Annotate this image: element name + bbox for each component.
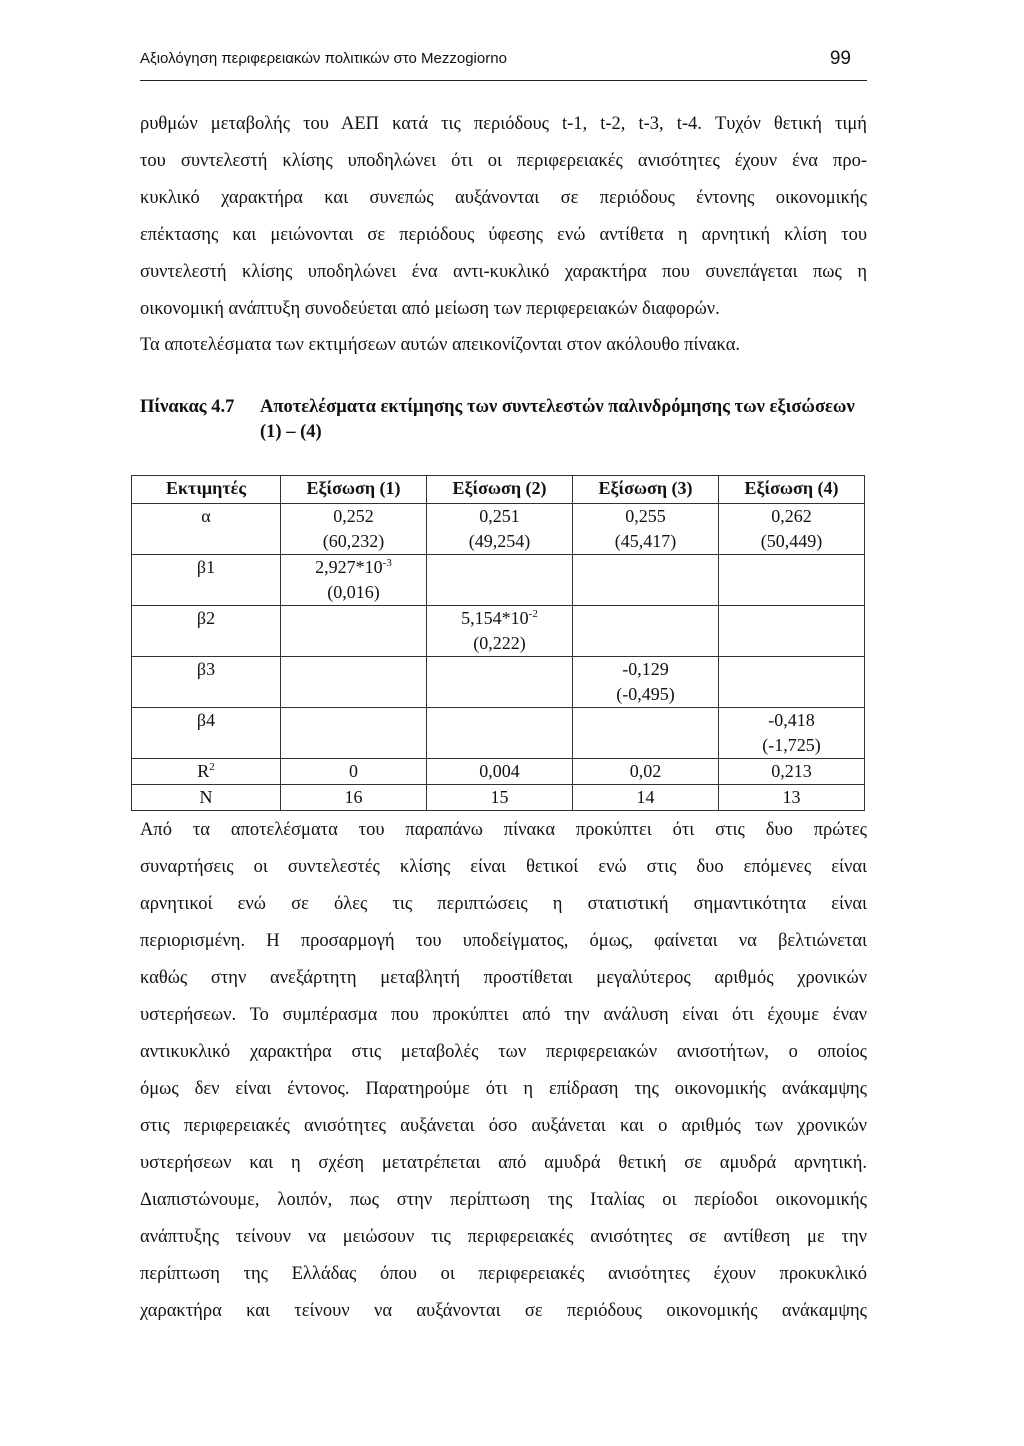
column-header: Εκτιμητές [132,476,281,504]
text-line: χαρακτήρα και τείνουν να αυξάνονται σε περιόδους οικονομικής ανάκαμψης [140,1301,867,1321]
coefficient: 0,262 [771,506,812,526]
table-cell: 0,004 [427,759,573,785]
page-number: 99 [829,48,851,69]
coefficient-base: 2,927*10 [315,557,383,577]
column-header: Εξίσωση (3) [573,476,719,504]
text-line: συναρτήσεις οι συντελεστές κλίσης είναι θετικοί ενώ στις δυο επόμενες είναι [140,857,867,877]
results-table [131,475,865,811]
text-line: οικονομική ανάπτυξη συνοδεύεται από μείωση των περιφερειακών διαφορών. [140,299,720,319]
table-caption [140,395,867,442]
coefficient-base: 5,154*10 [461,608,529,628]
text-line: υστερήσεων και η σχέση μετατρέπεται από αμυδρά θετική σε αμυδρά αρνητική. [140,1153,867,1173]
t-statistic: (49,254) [468,531,531,551]
text-line: κυκλικό χαρακτήρα και συνεπώς αυξάνονται σε περιόδους έντονης οικονομικής [140,188,867,208]
paragraph-intro [140,106,867,328]
running-header [140,44,867,81]
t-statistic: (-0,495) [616,684,675,704]
text-line: περιορισμένη. Η προσαρμογή του υποδείγματος, όμως, φαίνεται να βελτιώνεται [140,931,867,951]
t-statistic: (-1,725) [762,735,821,755]
table-cell: 0 [281,759,427,785]
exponent: -2 [528,608,538,620]
row-label: β4 [132,708,281,759]
text-line: στις περιφερειακές ανισότητες αυξάνεται όσο αυξάνεται και ο αριθμός των χρονικών [140,1116,867,1136]
text-line: ρυθμών μεταβολής του ΑΕΠ κατά τις περιόδους t-1, t-2, t-3, t-4. Τυχόν θετική τιμή [140,114,867,134]
t-statistic: (0,222) [473,633,526,653]
t-statistic: (60,232) [322,531,385,551]
table-cell [719,504,865,555]
table-cell: 0,02 [573,759,719,785]
table-row [132,504,865,555]
table-cell [281,708,427,759]
table-cell [281,555,427,606]
row-label: β3 [132,657,281,708]
table-cell [573,555,719,606]
row-label: N [132,785,281,811]
table-cell [719,555,865,606]
text-line: περίπτωση της Ελλάδας όπου οι περιφερειακές ανισότητες έχουν προκυκλικό [140,1264,867,1284]
coefficient [281,555,426,580]
text-line: συντελεστή κλίσης υποδηλώνει ένα αντι-κυκλικό χαρακτήρα που συνεπάγεται πως η [140,262,867,282]
table-row [132,759,865,785]
coefficient: 0,252 [333,506,374,526]
table-row [132,708,865,759]
table-cell [427,504,573,555]
text-line: καθώς στην ανεξάρτητη μεταβλητή προστίθεται μεγαλύτερος αριθμός χρονικών [140,968,867,988]
exponent: -3 [382,557,392,569]
row-label-base: R [197,761,210,781]
text-line: του συντελεστή κλίσης υποδηλώνει ότι οι περιφερειακές ανισότητες έχουν ένα προ- [140,151,867,171]
column-header: Εξίσωση (1) [281,476,427,504]
table-row [132,785,865,811]
table-cell [427,606,573,657]
text-line: ανάπτυξης τείνουν να μειώσουν τις περιφερειακές ανισότητες σε αντίθεση με την [140,1227,867,1247]
table-row [132,555,865,606]
table-cell: 0,213 [719,759,865,785]
column-header: Εξίσωση (2) [427,476,573,504]
text-line: υστερήσεων. Το συμπέρασμα που προκύπτει από την ανάλυση είναι ότι έχουμε έναν [140,1005,867,1025]
table-cell: 13 [719,785,865,811]
table-cell: 16 [281,785,427,811]
row-label: β1 [132,555,281,606]
paragraph-table-intro: Τα αποτελέσματα των εκτιμήσεων αυτών απεικονίζονται στον ακόλουθο πίνακα. [140,335,741,355]
text-line: επέκτασης και μειώνονται σε περιόδους ύφεσης ενώ αντίθετα η αρνητική κλίση του [140,225,867,245]
table-caption-text: Αποτελέσματα εκτίμησης των συντελεστών παλινδρόμησης των εξισώσεων (1) – (4) [260,397,855,442]
paragraph-discussion [140,812,867,1330]
t-statistic: (50,449) [760,531,823,551]
table-cell [427,657,573,708]
exponent: 2 [209,761,215,773]
text-line: Από τα αποτελέσματα του παραπάνω πίνακα προκύπτει ότι στις δυο πρώτες [140,820,867,840]
table-cell [427,708,573,759]
column-header: Εξίσωση (4) [719,476,865,504]
row-label: β2 [132,606,281,657]
table-cell [427,555,573,606]
table-cell [281,606,427,657]
table-row [132,657,865,708]
table-header-row [132,476,865,504]
table-label: Πίνακας 4.7 [140,397,235,417]
table-cell [573,657,719,708]
table-cell: 14 [573,785,719,811]
table-cell [719,657,865,708]
table-cell [573,606,719,657]
t-statistic: (0,016) [327,582,380,602]
row-label: α [132,504,281,555]
text-line: αντικυκλικό χαρακτήρα στις μεταβολές των περιφερειακών ανισοτήτων, ο οποίος [140,1042,867,1062]
text-line: αρνητικοί ενώ σε όλες τις περιπτώσεις η στατιστική σημαντικότητα είναι [140,894,867,914]
table-cell [719,606,865,657]
table-cell [719,708,865,759]
coefficient: 0,251 [479,506,520,526]
table-cell [573,708,719,759]
coefficient: -0,129 [622,659,669,679]
table-cell: 15 [427,785,573,811]
table-cell [281,504,427,555]
coefficient: -0,418 [768,710,815,730]
running-title: Αξιολόγηση περιφερειακών πολιτικών στο Mezzogiorno [140,50,507,67]
coefficient: 0,255 [625,506,666,526]
table-cell [281,657,427,708]
text-line: Διαπιστώνουμε, λοιπόν, πως στην περίπτωση της Ιταλίας οι περίοδοι οικονομικής [140,1190,867,1210]
text-line: όμως δεν είναι έντονος. Παρατηρούμε ότι η επίδραση της οικονομικής ανάκαμψης [140,1079,867,1099]
table-row [132,606,865,657]
t-statistic: (45,417) [614,531,677,551]
table-cell [573,504,719,555]
coefficient [427,606,572,631]
row-label [132,759,281,785]
